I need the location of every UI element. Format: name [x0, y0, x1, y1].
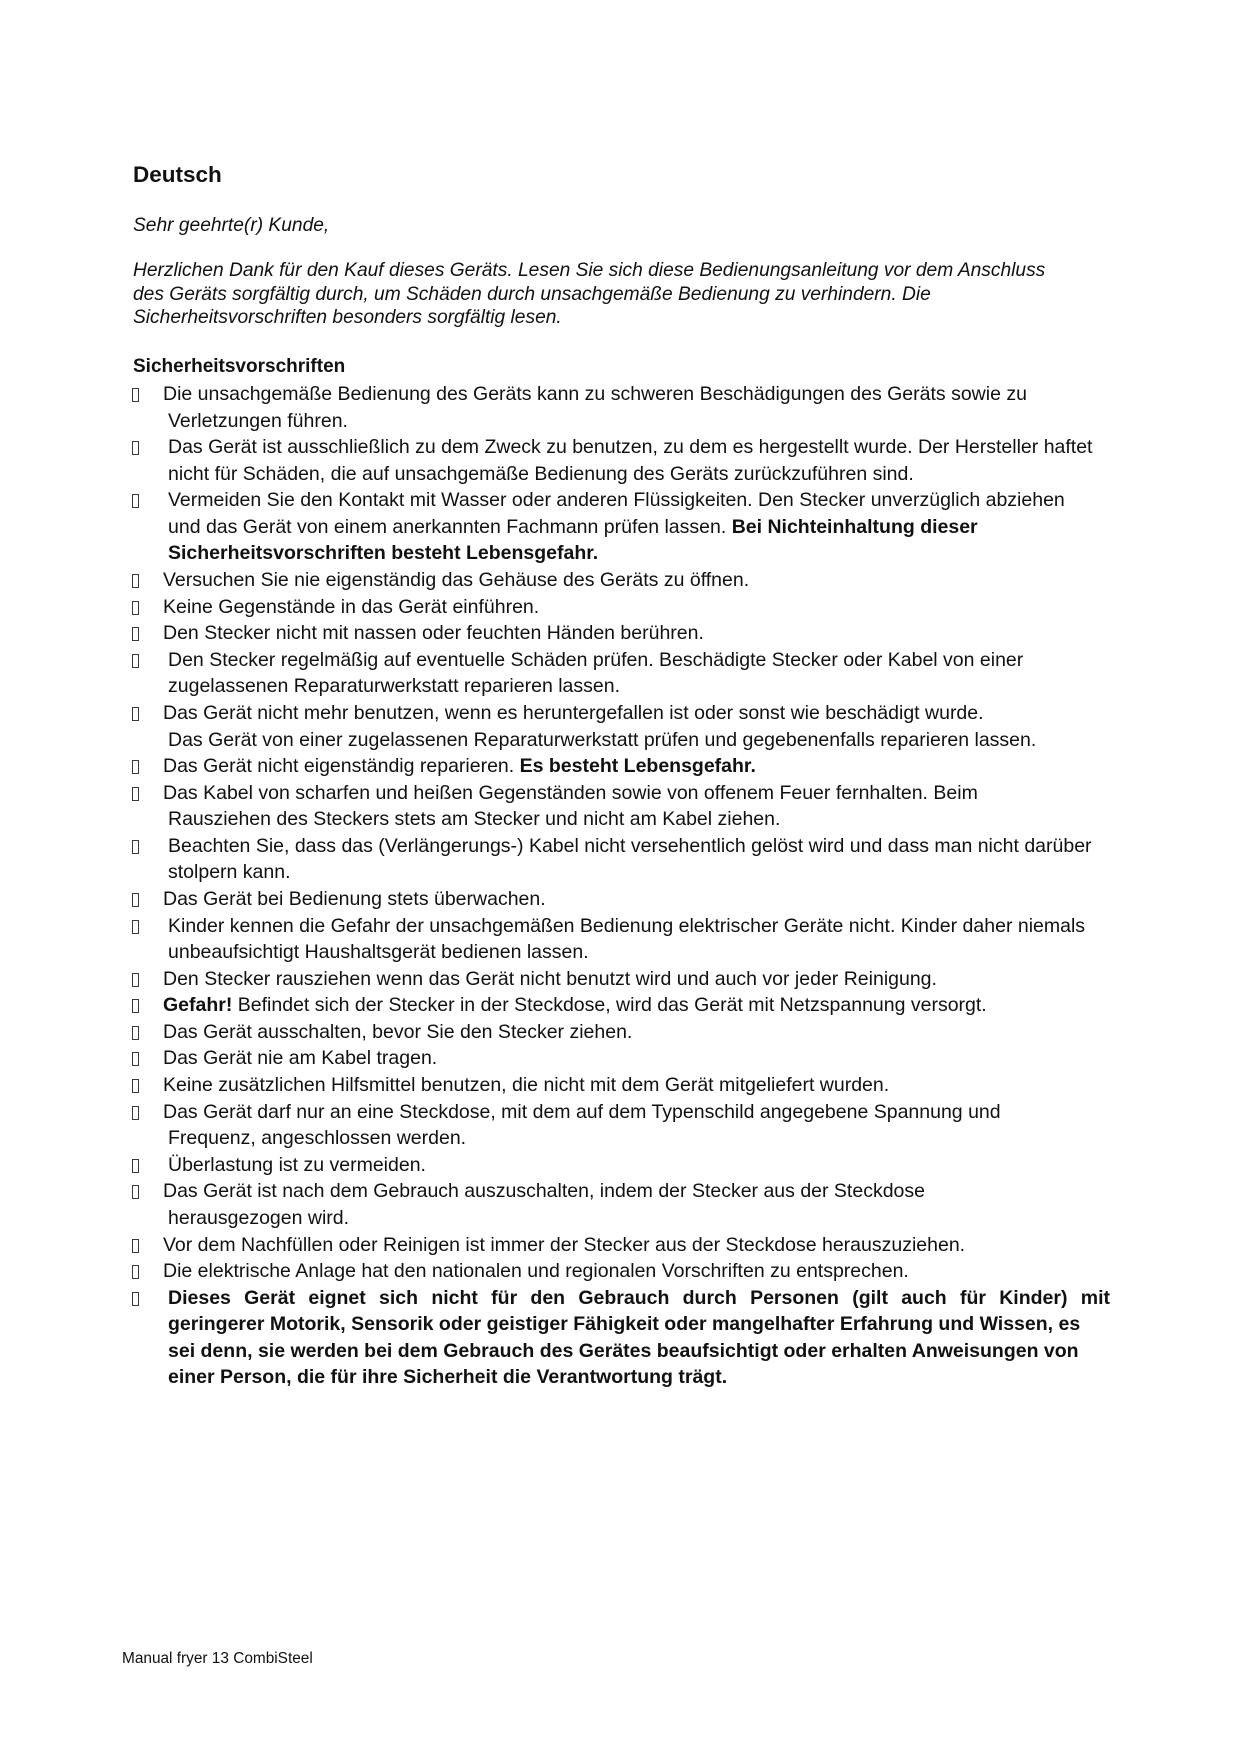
safety-item-24: [0, 1285, 1241, 1391]
bullet-icon: [132, 601, 139, 615]
bullet-icon: [132, 840, 139, 854]
item-warning: Sicherheitsvorschriften besteht Lebensgefahr.: [168, 542, 599, 565]
intro-line: Sicherheitsvorschriften besonders sorgfältig lesen.: [133, 307, 562, 328]
item-line: [0, 992, 1241, 1019]
safety-item-16: [0, 1019, 1241, 1046]
safety-item-13: [0, 913, 1241, 966]
item-warning: Gefahr!: [163, 994, 233, 1017]
item-line: Das Gerät darf nur an eine Steckdose, mit dem auf dem Typenschild angegebene Spannung und: [163, 1100, 1001, 1123]
bullet-icon: [132, 999, 139, 1013]
bullet-icon: [132, 1159, 139, 1173]
item-line: Frequenz, angeschlossen werden.: [168, 1127, 467, 1150]
item-line: Den Stecker regelmäßig auf eventuelle Schäden prüfen. Beschädigte Stecker oder Kabel von einer: [168, 648, 1024, 671]
item-line: Das Gerät nicht mehr benutzen, wenn es heruntergefallen ist oder sonst wie beschädigt wurde.: [163, 701, 984, 724]
bullet-icon: [132, 574, 139, 588]
intro-line: des Geräts sorgfältig durch, um Schäden durch unsachgemäße Bedienung zu verhindern. Die: [133, 283, 931, 305]
safety-item-4: [0, 567, 1241, 594]
safety-item-1: [0, 381, 1241, 434]
bullet-icon: [132, 388, 139, 402]
bullet-icon: [132, 1079, 139, 1093]
item-line: Das Gerät nie am Kabel tragen.: [163, 1047, 438, 1070]
bullet-icon: [132, 494, 139, 508]
bullet-icon: [132, 893, 139, 907]
safety-item-15: [0, 992, 1241, 1019]
safety-item-2: [0, 434, 1241, 487]
bullet-icon: [132, 760, 139, 774]
item-line: Den Stecker rausziehen wenn das Gerät nicht benutzt wird und auch vor jeder Reinigung.: [163, 967, 937, 990]
greeting: Sehr geehrte(r) Kunde,: [133, 215, 330, 236]
item-warning: Es besteht Lebensgefahr.: [519, 755, 756, 778]
page-footer: Manual fryer 13 CombiSteel: [122, 1650, 313, 1667]
safety-item-5: [0, 594, 1241, 621]
page-title: Deutsch: [133, 162, 222, 187]
item-warning: Bei Nichteinhaltung dieser: [731, 515, 978, 538]
item-line: Das Kabel von scharfen und heißen Gegenständen sowie von offenem Feuer fernhalten. Beim: [163, 781, 978, 804]
item-line: Das Gerät von einer zugelassenen Reparaturwerkstatt prüfen und gegebenenfalls reparieren lassen.: [168, 728, 1037, 751]
bullet-icon: [132, 973, 139, 987]
item-line: Beachten Sie, dass das (Verlängerungs-) Kabel nicht versehentlich gelöst wird und dass man nicht darüber: [168, 834, 1092, 857]
item-line: zugelassenen Reparaturwerkstatt reparieren lassen.: [168, 675, 620, 698]
item-line: Keine Gegenstände in das Gerät einführen.: [163, 595, 540, 618]
item-line: Den Stecker nicht mit nassen oder feuchten Händen berühren.: [163, 622, 704, 645]
item-line: stolpern kann.: [168, 861, 291, 884]
bullet-icon: [132, 1106, 139, 1120]
safety-item-6: [0, 620, 1241, 647]
bullet-icon: [132, 627, 139, 641]
section-title: Sicherheitsvorschriften: [133, 356, 346, 377]
item-line: Das Gerät ist nach dem Gebrauch auszuschalten, indem der Stecker aus der Steckdose: [163, 1180, 925, 1203]
item-line: Kinder kennen die Gefahr der unsachgemäßen Bedienung elektrischer Geräte nicht. Kinder daher niemals: [168, 914, 1086, 937]
item-line: Keine zusätzlichen Hilfsmittel benutzen, die nicht mit dem Gerät mitgeliefert wurden.: [163, 1074, 890, 1097]
item-line: [0, 514, 1241, 541]
item-text: Das Gerät nicht eigenständig reparieren.: [163, 755, 515, 778]
item-warning: Dieses Gerät eignet sich nicht für den Gebrauch durch Personen (gilt auch für Kinder) mit: [168, 1286, 1110, 1309]
item-warning: einer Person, die für ihre Sicherheit die Verantwortung trägt.: [168, 1366, 728, 1389]
item-line: Verletzungen führen.: [168, 409, 348, 432]
bullet-icon: [132, 1239, 139, 1253]
safety-list: [0, 381, 1241, 1391]
safety-item-20: [0, 1152, 1241, 1179]
safety-item-11: [0, 833, 1241, 886]
item-line: Vor dem Nachfüllen oder Reinigen ist immer der Stecker aus der Steckdose herauszuziehen.: [163, 1233, 966, 1256]
item-line: Die elektrische Anlage hat den nationalen und regionalen Vorschriften zu entsprechen.: [163, 1260, 909, 1283]
safety-item-7: [0, 647, 1241, 700]
bullet-icon: [132, 1026, 139, 1040]
item-line: Das Gerät ist ausschließlich zu dem Zweck zu benutzen, zu dem es hergestellt wurde. Der Hersteller haftet: [168, 436, 1093, 459]
safety-item-19: [0, 1099, 1241, 1152]
safety-item-22: [0, 1232, 1241, 1259]
item-line: Das Gerät ausschalten, bevor Sie den Stecker ziehen.: [163, 1020, 633, 1043]
item-warning: sei denn, sie werden bei dem Gebrauch des Gerätes beaufsichtigt oder erhalten Anweisungen von: [168, 1339, 1079, 1362]
item-text: und das Gerät von einem anerkannten Fachmann prüfen lassen.: [168, 515, 727, 538]
safety-item-3: [0, 487, 1241, 567]
bullet-icon: [132, 1292, 139, 1306]
safety-item-21: [0, 1178, 1241, 1231]
item-line: nicht für Schäden, die auf unsachgemäße Bedienung des Geräts zurückzuführen sind.: [168, 462, 914, 485]
item-text: Befindet sich der Stecker in der Steckdose, wird das Gerät mit Netzspannung versorgt.: [237, 994, 987, 1017]
item-line: Die unsachgemäße Bedienung des Geräts kann zu schweren Beschädigungen des Geräts sowie zu: [163, 383, 1027, 405]
safety-item-23: [0, 1258, 1241, 1285]
item-line: Versuchen Sie nie eigenständig das Gehäuse des Geräts zu öffnen.: [163, 569, 750, 592]
intro-paragraph: [133, 259, 1045, 330]
item-line: Rausziehen des Steckers stets am Stecker und nicht am Kabel ziehen.: [168, 808, 781, 831]
item-line: unbeaufsichtigt Haushaltsgerät bedienen lassen.: [168, 941, 589, 964]
bullet-icon: [132, 441, 139, 455]
safety-item-17: [0, 1045, 1241, 1072]
item-line: herausgezogen wird.: [168, 1206, 350, 1229]
bullet-icon: [132, 1185, 139, 1199]
bullet-icon: [132, 654, 139, 668]
safety-item-8: [0, 700, 1241, 753]
bullet-icon: [132, 920, 139, 934]
bullet-icon: [132, 787, 139, 801]
item-line: Vermeiden Sie den Kontakt mit Wasser oder anderen Flüssigkeiten. Den Stecker unverzüglich abziehen: [168, 489, 1065, 512]
item-warning: geringerer Motorik, Sensorik oder geistiger Fähigkeit oder mangelhafter Erfahrung und Wissen, es: [168, 1313, 1081, 1336]
safety-item-14: [0, 966, 1241, 993]
item-line: Das Gerät bei Bedienung stets überwachen.: [163, 887, 546, 910]
bullet-icon: [132, 1265, 139, 1279]
intro-line: Herzlichen Dank für den Kauf dieses Geräts. Lesen Sie sich diese Bedienungsanleitung vor dem Anschluss: [133, 260, 1046, 281]
item-line: Überlastung ist zu vermeiden.: [168, 1153, 426, 1176]
safety-item-12: [0, 886, 1241, 913]
safety-item-9: [0, 753, 1241, 780]
bullet-icon: [132, 707, 139, 721]
item-line: [0, 753, 1241, 780]
bullet-icon: [132, 1052, 139, 1066]
safety-item-18: [0, 1072, 1241, 1099]
safety-item-10: [0, 780, 1241, 833]
